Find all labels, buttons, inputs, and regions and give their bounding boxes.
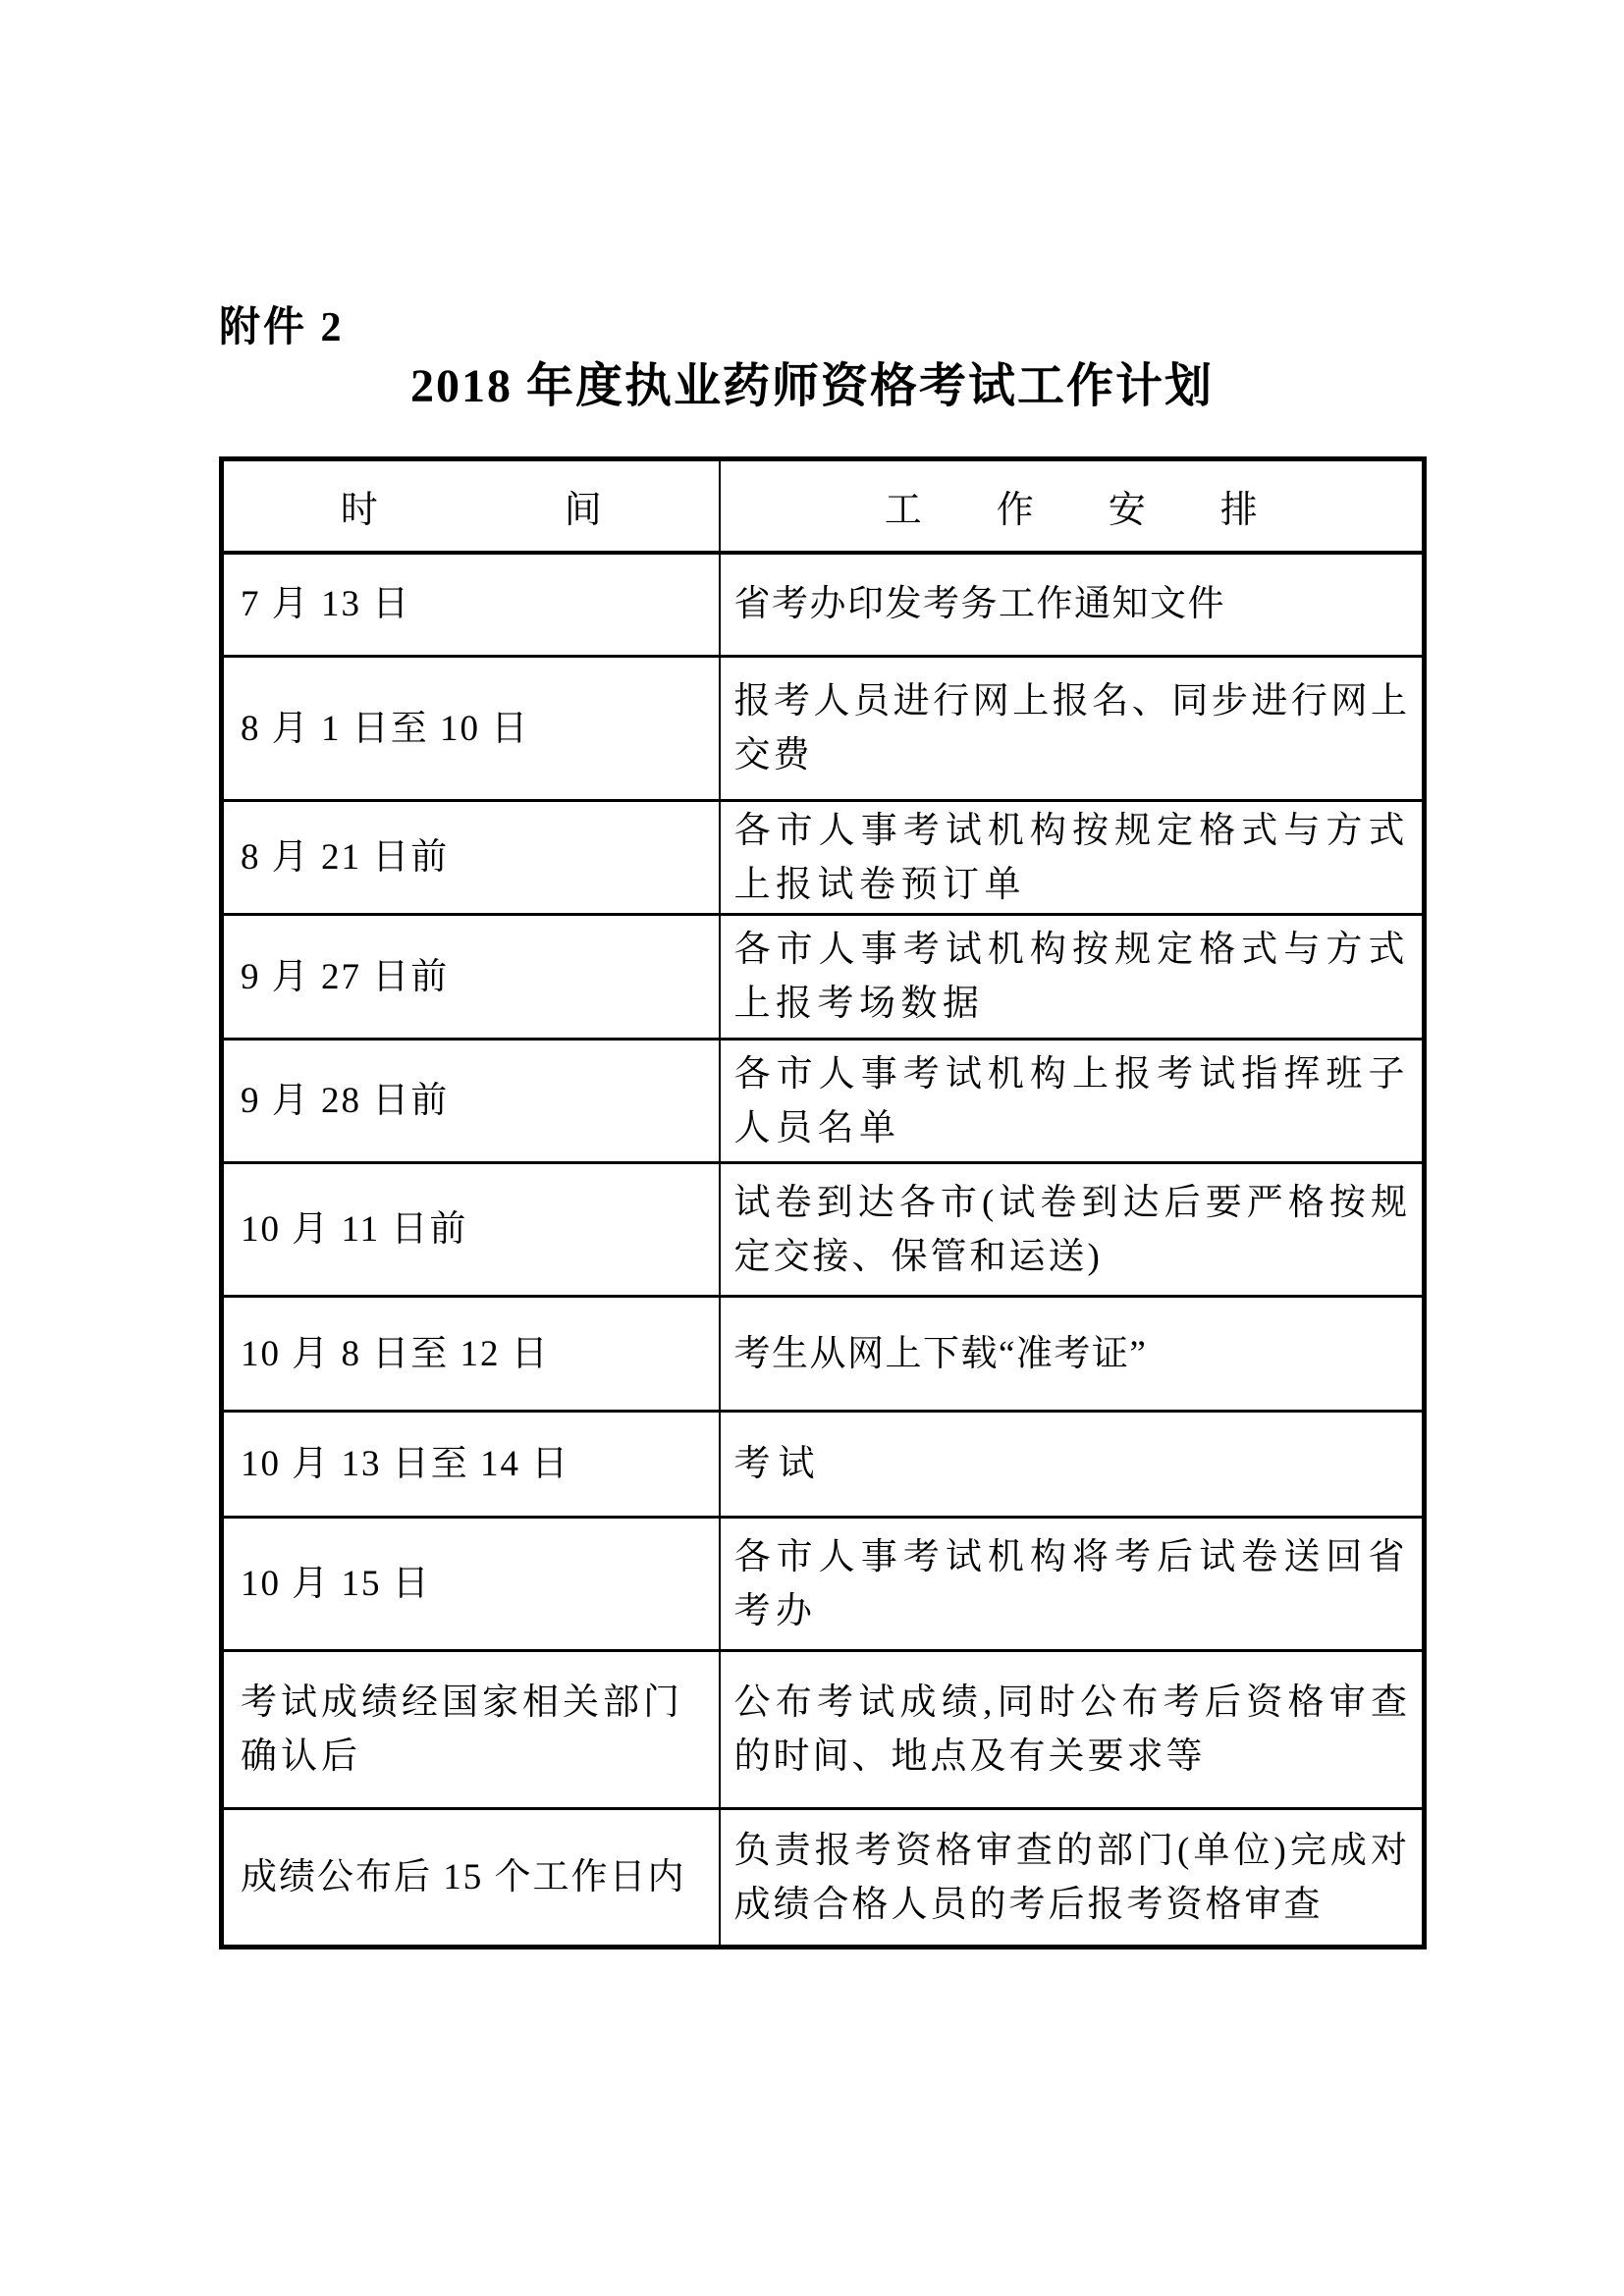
table-header bbox=[222, 459, 1425, 553]
cell-work: 负责报考资格审查的部门(单位)完成对成绩合格人员的考后报考资格审查 bbox=[720, 1809, 1425, 1948]
cell-work: 报考人员进行网上报名、同步进行网上交费 bbox=[720, 657, 1425, 801]
cell-work: 公布考试成绩,同时公布考后资格审查的时间、地点及有关要求等 bbox=[720, 1651, 1425, 1809]
cell-time: 10 月 15 日 bbox=[222, 1518, 720, 1651]
table-row bbox=[222, 1809, 1425, 1948]
cell-time: 成绩公布后 15 个工作日内 bbox=[222, 1809, 720, 1948]
table-body bbox=[222, 553, 1425, 1948]
column-header-work: 工 作 安 排 bbox=[720, 459, 1425, 553]
cell-time: 10 月 13 日至 14 日 bbox=[222, 1412, 720, 1518]
cell-time: 10 月 8 日至 12 日 bbox=[222, 1297, 720, 1412]
cell-time: 7 月 13 日 bbox=[222, 553, 720, 657]
cell-work: 考试 bbox=[720, 1412, 1425, 1518]
header-row bbox=[222, 459, 1425, 553]
cell-work: 各市人事考试机构上报考试指挥班子人员名单 bbox=[720, 1040, 1425, 1163]
cell-time: 考试成绩经国家相关部门确认后 bbox=[222, 1651, 720, 1809]
table-row bbox=[222, 1412, 1425, 1518]
table-row bbox=[222, 1040, 1425, 1163]
cell-time: 9 月 27 日前 bbox=[222, 915, 720, 1040]
table-row bbox=[222, 1163, 1425, 1297]
cell-time: 10 月 11 日前 bbox=[222, 1163, 720, 1297]
cell-work: 试卷到达各市(试卷到达后要严格按规定交接、保管和运送) bbox=[720, 1163, 1425, 1297]
attachment-label: 附件 2 bbox=[219, 305, 345, 350]
table-row bbox=[222, 1297, 1425, 1412]
cell-time: 8 月 1 日至 10 日 bbox=[222, 657, 720, 801]
cell-work: 各市人事考试机构按规定格式与方式上报考场数据 bbox=[720, 915, 1425, 1040]
cell-time: 9 月 28 日前 bbox=[222, 1040, 720, 1163]
table-row bbox=[222, 1518, 1425, 1651]
table-row bbox=[222, 657, 1425, 801]
table-row bbox=[222, 1651, 1425, 1809]
document-title: 2018 年度执业药师资格考试工作计划 bbox=[409, 360, 1214, 412]
cell-work: 各市人事考试机构将考后试卷送回省考办 bbox=[720, 1518, 1425, 1651]
table-row bbox=[222, 915, 1425, 1040]
table-row bbox=[222, 553, 1425, 657]
cell-work: 各市人事考试机构按规定格式与方式上报试卷预订单 bbox=[720, 801, 1425, 915]
cell-time: 8 月 21 日前 bbox=[222, 801, 720, 915]
work-plan-table bbox=[219, 456, 1427, 1949]
cell-work: 省考办印发考务工作通知文件 bbox=[720, 553, 1425, 657]
column-header-time: 时 间 bbox=[222, 459, 720, 553]
cell-work: 考生从网上下载“准考证” bbox=[720, 1297, 1425, 1412]
table-row bbox=[222, 801, 1425, 915]
